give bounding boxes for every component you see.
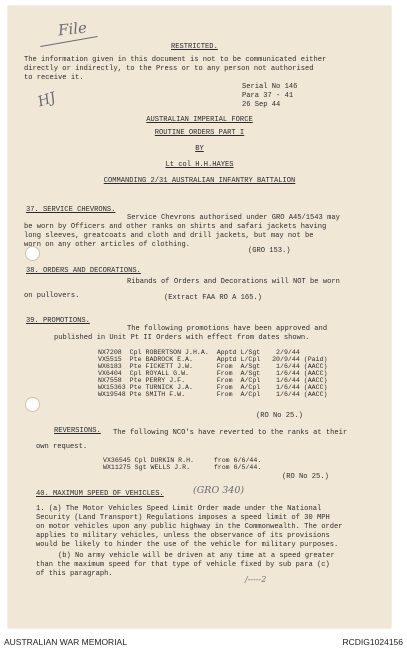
handwritten-file-note: File xyxy=(57,18,88,40)
promotion-row: VX6404 Cpl ROYALL G.W. From A/Sgt 1/6/44 (AACC) xyxy=(98,370,328,377)
reversions-line-2: own request. xyxy=(36,443,88,451)
section-38-line-1: Ribands of Orders and Decorations will NOT be worn xyxy=(127,278,340,286)
section-40-heading: 40. MAXIMUM SPEED OF VEHICLES. xyxy=(36,490,164,498)
footer-id: RCDIG1024156 xyxy=(342,637,403,647)
footer-source: AUSTRALIAN WAR MEMORIAL xyxy=(4,637,127,647)
notice-line-1: The information given in this document is not to be communicated either xyxy=(24,56,327,64)
title-command: COMMANDING 2/31 AUSTRALIAN INFANTRY BATTALION xyxy=(103,177,296,185)
section-38-ref: (Extract FAA RO A 165.) xyxy=(164,294,262,302)
handwritten-initials: HJ xyxy=(35,89,58,111)
reversions-line-1: The following NCO's have reverted to the ranks at their xyxy=(113,429,348,437)
reversion-row: WX11275 Sgt WELLS J.R. from 6/5/44. xyxy=(103,464,262,471)
reversions-heading: REVERSIONS. xyxy=(54,427,101,435)
section-40-para-a-1: 1. (a) The Motor Vehicles Speed Limit Order made under the National xyxy=(36,505,322,513)
section-37-line-3: long sleeves, greatcoats and cloth and drill jackets, but may not be xyxy=(24,232,314,240)
title-orders: ROUTINE ORDERS PART I xyxy=(154,129,245,137)
handwritten-page-mark: /-----2 xyxy=(245,575,267,584)
promotion-row: WX6183 Pte FICKETT J.W. From A/Sgt 1/6/44 (AACC) xyxy=(98,363,328,370)
notice-line-2: directly or indirectly, to the Press or to any person not authorised xyxy=(24,65,314,73)
section-40-para-a-4: applies to military vehicles, unless the observance of its provisions xyxy=(36,532,330,540)
section-39-line-1: The following promotions have been approved and xyxy=(127,325,328,333)
section-40-para-b-1: (b) No army vehicle will be driven at any time at a speed greater xyxy=(58,552,335,560)
promotion-row: WX15363 Pte TURNICK J.A. From A/Cpl 1/6/44 (AACC) xyxy=(98,384,328,391)
section-37-line-1: Service Chevrons authorised under GRO A45/1543 may xyxy=(127,214,340,222)
section-40-para-a-3: on motor vehicles upon any public highway in the Commonwealth. The order xyxy=(36,523,343,531)
order-date: 26 Sep 44 xyxy=(242,101,281,109)
title-by: BY xyxy=(195,145,204,153)
promotion-row: NX7208 Cpl ROBERTSON J.H.A. Apptd L/Sgt 2/9/44 xyxy=(98,349,300,356)
notice-line-3: to receive it. xyxy=(24,74,84,82)
reversions-ref: (RO No 25.) xyxy=(282,473,329,481)
section-39-heading: 39. PROMOTIONS. xyxy=(26,317,90,325)
section-37-line-2: be worn by Officers and other ranks on shirts and safari jackets having xyxy=(24,223,327,231)
reversion-row: VX36545 Cpl DURKIN R.H. from 6/6/44. xyxy=(103,457,262,464)
section-37-line-4: worn on any other articles of clothing. xyxy=(24,241,191,249)
title-officer: Lt col H.H.HAYES xyxy=(165,161,234,169)
promotions-ref: (RO No 25.) xyxy=(256,412,303,420)
section-37-ref: (GRO 153.) xyxy=(248,247,291,255)
section-40-para-b-2: than the maximum speed for that type of vehicle fixed by sub para (c) xyxy=(36,561,330,569)
para-range: Para 37 - 41 xyxy=(242,92,294,100)
section-39-line-2: published in Unit Pt II Orders with effect from dates shown. xyxy=(54,334,310,342)
restricted-label: RESTRICTED. xyxy=(171,43,218,51)
promotion-row: WX19548 Pte SMITH F.W. From A/Cpl 1/6/44 (AACC) xyxy=(98,391,328,398)
promotion-row: NX7558 Pte PERRY J.F. From A/Cpl 1/6/44 (AACC) xyxy=(98,377,328,384)
section-40-para-a-5: would be likely to hinder the use of the vehicle for military purposes. xyxy=(36,541,339,549)
serial-number: Serial No 146 xyxy=(242,83,298,91)
promotion-row: VX5515 Pte BADROCK E.A. Apptd L/Cpl 20/9/44 (Paid) xyxy=(98,356,328,363)
title-force: AUSTRALIAN IMPERIAL FORCE xyxy=(146,116,253,124)
section-40-para-b-3: of this paragraph. xyxy=(36,570,113,578)
section-38-line-2: on pullovers. xyxy=(24,292,80,300)
section-40-para-a-2: Security (Land Transport) Regulations imposes a speed limit of 30 MPH xyxy=(36,514,330,522)
punch-hole-bottom xyxy=(25,397,40,412)
section-37-heading: 37. SERVICE CHEVRONS. xyxy=(26,206,116,214)
section-38-heading: 38. ORDERS AND DECORATIONS. xyxy=(26,267,141,275)
handwritten-gro-note: (GRO 340) xyxy=(193,485,245,496)
